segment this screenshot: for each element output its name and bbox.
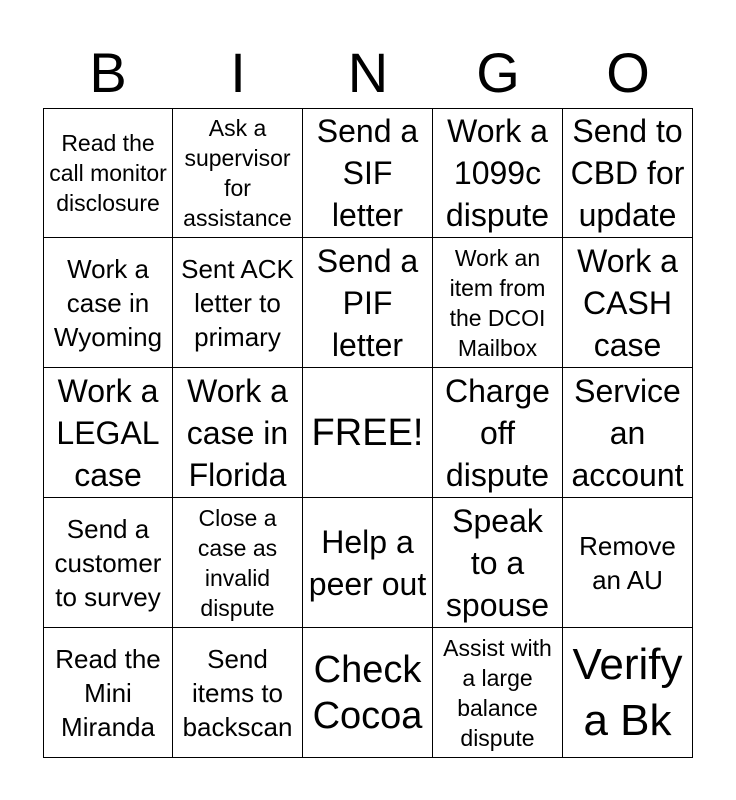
cell-text: Remove an AU	[579, 530, 676, 595]
cell-text: Speak to a spouse	[445, 502, 550, 623]
cell-text: Read the Mini Miranda	[55, 643, 161, 742]
cell-text: Assist with a large balance dispute	[443, 634, 552, 751]
bingo-cell[interactable]	[303, 238, 433, 368]
cell-text: Send a customer to survey	[54, 513, 162, 612]
bingo-cell[interactable]	[303, 628, 433, 758]
cell-text: Verify a Bk	[572, 639, 683, 745]
cell-text: Send a PIF letter	[316, 242, 419, 363]
bingo-cell[interactable]	[173, 628, 303, 758]
bingo-cell[interactable]	[433, 108, 563, 238]
bingo-board	[43, 108, 693, 758]
bingo-cell[interactable]	[433, 498, 563, 628]
bingo-cell[interactable]	[173, 108, 303, 238]
cell-text: Send items to backscan	[182, 643, 293, 742]
cell-text: Send a SIF letter	[316, 113, 419, 233]
cell-text: Work a CASH case	[577, 242, 678, 363]
cell-text: Work a case in Florida	[186, 372, 289, 493]
bingo-cell[interactable]	[433, 368, 563, 498]
free-space[interactable]	[303, 368, 433, 498]
bingo-cell[interactable]	[563, 498, 693, 628]
bingo-cell[interactable]	[43, 108, 173, 238]
bingo-cell[interactable]	[563, 238, 693, 368]
cell-text: Help a peer out	[308, 523, 427, 602]
bingo-cell[interactable]	[303, 498, 433, 628]
bingo-cell[interactable]	[433, 238, 563, 368]
cell-text: Read the call monitor disclosure	[49, 130, 167, 216]
bingo-cell[interactable]	[433, 628, 563, 758]
cell-text: Work a case in Wyoming	[53, 253, 163, 352]
bingo-cell[interactable]	[43, 368, 173, 498]
header-letter-g: G	[476, 41, 520, 104]
cell-text: Charge off dispute	[445, 372, 550, 493]
cell-text: Work a LEGAL case	[56, 372, 160, 493]
cell-text: Work an item from the DCOI Mailbox	[449, 244, 546, 361]
cell-text: Close a case as invalid dispute	[197, 504, 278, 621]
header-letter-b: B	[89, 41, 127, 104]
bingo-cell[interactable]	[173, 368, 303, 498]
cell-text: Send to CBD for update	[570, 113, 685, 233]
header-letter-o: O	[606, 41, 650, 104]
bingo-cell[interactable]	[563, 108, 693, 238]
bingo-cell[interactable]	[43, 498, 173, 628]
header-letter-i: I	[230, 41, 246, 104]
free-space-text: FREE!	[311, 411, 424, 454]
bingo-cell[interactable]	[43, 628, 173, 758]
bingo-header	[43, 40, 693, 106]
bingo-cell[interactable]	[303, 108, 433, 238]
cell-text: Work a 1099c dispute	[445, 113, 550, 233]
header-letter-n: N	[347, 41, 389, 104]
bingo-cell[interactable]	[563, 628, 693, 758]
bingo-cell[interactable]	[173, 238, 303, 368]
bingo-cell[interactable]	[43, 238, 173, 368]
cell-text: Check Cocoa	[312, 648, 423, 737]
bingo-cell[interactable]	[563, 368, 693, 498]
cell-text: Ask a supervisor for assistance	[183, 115, 292, 231]
cell-text: Service an account	[571, 372, 684, 493]
bingo-cell[interactable]	[173, 498, 303, 628]
cell-text: Sent ACK letter to primary	[181, 253, 294, 352]
